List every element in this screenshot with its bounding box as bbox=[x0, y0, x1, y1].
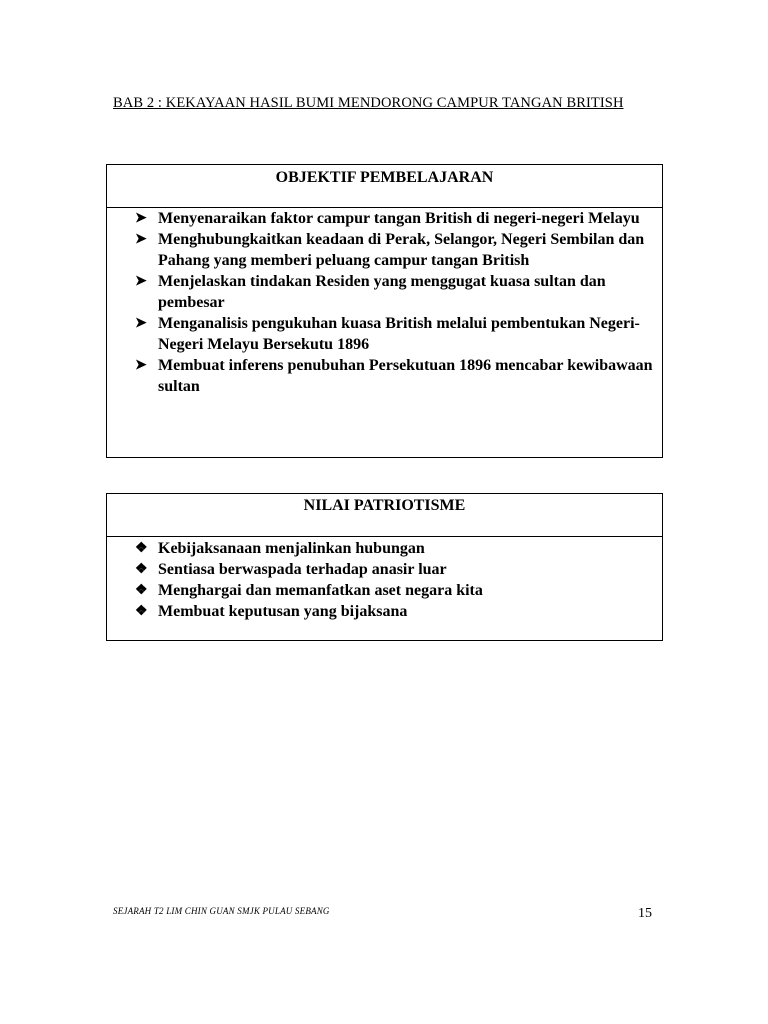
page-title: BAB 2 : KEKAYAAN HASIL BUMI MENDORONG CAMPUR TANGAN BRITISH bbox=[113, 95, 624, 111]
objektif-item-text: Membuat inferens penubuhan Persekutuan 1896 mencabar kewibawaan sultan bbox=[158, 357, 653, 395]
arrowhead-bullet-icon: ➤ bbox=[135, 274, 147, 289]
objektif-item-text: Menghubungkaitkan keadaan di Perak, Selangor, Negeri Sembilan dan Pahang yang memberi peluang campur tangan British bbox=[158, 231, 645, 269]
objektif-item bbox=[107, 313, 662, 355]
objektif-item-text: Menganalisis pengukuhan kuasa British melalui pembentukan Negeri-Negeri Melayu Bersekutu 1896 bbox=[158, 315, 640, 353]
arrowhead-bullet-icon: ➤ bbox=[135, 211, 147, 226]
objektif-item bbox=[107, 208, 662, 229]
diamond-bullet-icon: ❖ bbox=[135, 604, 148, 619]
nilai-item-text: Menghargai dan memanfatkan aset negara kita bbox=[158, 582, 483, 599]
objektif-item bbox=[107, 229, 662, 271]
nilai-box bbox=[106, 493, 663, 641]
objektif-item-text: Menyenaraikan faktor campur tangan British di negeri-negeri Melayu bbox=[158, 210, 640, 227]
nilai-item-text: Kebijaksanaan menjalinkan hubungan bbox=[158, 540, 425, 557]
objektif-item-text: Menjelaskan tindakan Residen yang menggugat kuasa sultan dan pembesar bbox=[158, 273, 606, 311]
diamond-bullet-icon: ❖ bbox=[135, 541, 148, 556]
objektif-item bbox=[107, 355, 662, 397]
page-number: 15 bbox=[638, 906, 652, 921]
nilai-item-text: Membuat keputusan yang bijaksana bbox=[158, 603, 408, 620]
objektif-box bbox=[106, 164, 663, 458]
nilai-item bbox=[107, 580, 662, 601]
objektif-list bbox=[107, 208, 662, 397]
arrowhead-bullet-icon: ➤ bbox=[135, 358, 147, 373]
objektif-header: OBJEKTIF PEMBELAJARAN bbox=[107, 165, 662, 208]
nilai-list bbox=[107, 537, 662, 622]
nilai-item bbox=[107, 559, 662, 580]
nilai-item bbox=[107, 601, 662, 622]
arrowhead-bullet-icon: ➤ bbox=[135, 316, 147, 331]
diamond-bullet-icon: ❖ bbox=[135, 562, 148, 577]
objektif-item bbox=[107, 271, 662, 313]
nilai-item-text: Sentiasa berwaspada terhadap anasir luar bbox=[158, 561, 447, 578]
diamond-bullet-icon: ❖ bbox=[135, 583, 148, 598]
nilai-item bbox=[107, 538, 662, 559]
nilai-header: NILAI PATRIOTISME bbox=[107, 494, 662, 537]
arrowhead-bullet-icon: ➤ bbox=[135, 232, 147, 247]
footer-text: SEJARAH T2 LIM CHIN GUAN SMJK PULAU SEBANG bbox=[113, 906, 330, 916]
